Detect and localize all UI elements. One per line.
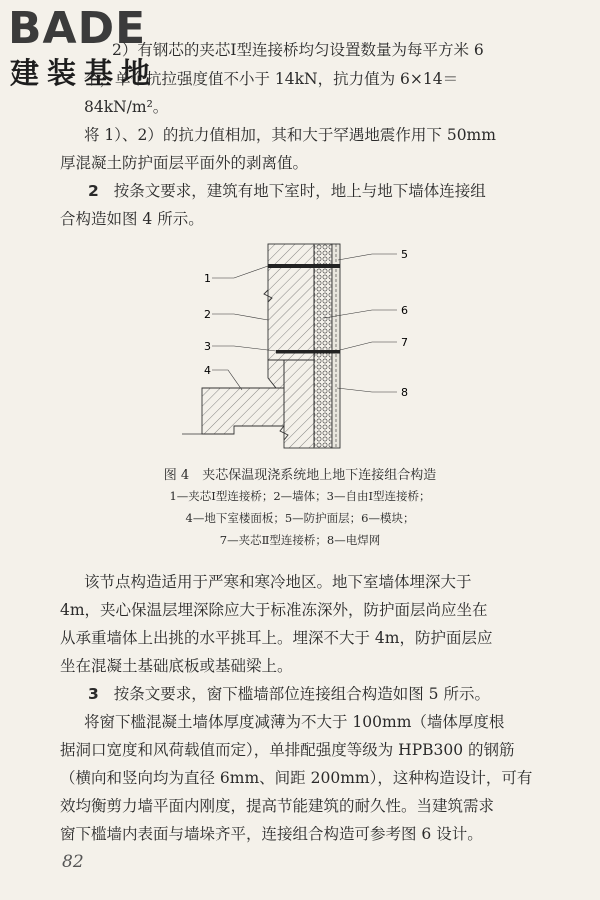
paragraph-3-line-1 xyxy=(88,179,486,203)
insulation-module xyxy=(314,244,332,448)
paragraph-4-line-4: 坐在混凝土基础底板或基础梁上。 xyxy=(60,657,293,675)
paragraph-1-line-3: 84kN/m²。 xyxy=(84,98,169,116)
leader-1 xyxy=(212,266,268,278)
paragraph-6-line-2: 据洞口宽度和风荷载值而定），单排配强度等级为 HPB300 的钢筋 xyxy=(60,741,515,759)
paragraph-6-line-5: 窗下槛墙内表面与墙垛齐平，连接组合构造可参考图 6 设计。 xyxy=(60,825,483,843)
construction-detail-figure xyxy=(172,238,442,460)
paragraph-4-line-2: 4m，夹心保温层埋深除应大于标准冻深外，防护面层尚应坐在 xyxy=(60,601,488,619)
basement-floor-slab xyxy=(202,388,284,434)
paragraph-3-line-2: 合构造如图 4 所示。 xyxy=(60,210,204,228)
leader-7 xyxy=(340,342,397,350)
upper-wall xyxy=(268,244,314,360)
callout-3: 3 xyxy=(204,340,211,353)
paragraph-5-line-1 xyxy=(88,682,490,706)
callout-7: 7 xyxy=(401,336,408,349)
clause-number: 3 xyxy=(88,685,99,703)
figure-legend-line-1: 1—夹芯Ⅰ型连接桥；2—墙体；3—自由Ⅰ型连接桥； xyxy=(169,489,431,503)
wall-outcrop xyxy=(268,360,284,388)
leader-5 xyxy=(338,254,397,260)
callout-5: 5 xyxy=(401,248,408,261)
logo-brand-text: BADE xyxy=(8,3,147,54)
paragraph-6-line-4: 效均衡剪力墙平面内刚度，提高节能建筑的耐久性。当建筑需求 xyxy=(60,797,495,815)
callout-1: 1 xyxy=(204,272,211,285)
clause-text: 按条文要求，窗下槛墙部位连接组合构造如图 5 所示。 xyxy=(113,685,490,703)
callout-2: 2 xyxy=(204,308,211,321)
figure-legend-line-2: 4—地下室楼面板；5—防护面层；6—模块； xyxy=(185,511,415,525)
clause-number: 2 xyxy=(88,182,99,200)
callout-8: 8 xyxy=(401,386,408,399)
paragraph-4-line-1: 该节点构造适用于严寒和寒冷地区。地下室墙体埋深大于 xyxy=(84,573,472,591)
figure-legend-line-3: 7—夹芯Ⅱ型连接桥；8—电焊网 xyxy=(219,533,381,547)
paragraph-1-line-2: 个，单个抗拉强度值不小于 14kN，抗力值为 6×14＝ xyxy=(84,70,459,88)
logo-subtitle: 建装基地 xyxy=(10,56,159,90)
callout-6: 6 xyxy=(401,304,408,317)
callout-4: 4 xyxy=(204,364,211,377)
clause-text: 按条文要求，建筑有地下室时，地上与地下墙体连接组 xyxy=(113,182,486,200)
paragraph-2-line-1: 将 1）、2）的抗力值相加，其和大于罕遇地震作用下 50mm xyxy=(84,126,496,144)
paragraph-4-line-3: 从承重墙体上出挑的水平挑耳上。埋深不大于 4m，防护面层应 xyxy=(60,629,493,647)
free-connector xyxy=(276,350,340,354)
paragraph-1-line-1: 2）有钢芯的夹芯Ⅰ型连接桥均匀设置数量为每平方米 6 xyxy=(112,41,484,59)
paragraph-6-line-1: 将窗下槛混凝土墙体厚度减薄为不大于 100mm（墙体厚度根 xyxy=(84,713,505,731)
sandwich-connector-top xyxy=(268,264,340,268)
paragraph-6-line-3: （横向和竖向均为直径 6mm、间距 200mm），这种构造设计，可有 xyxy=(60,769,533,787)
paragraph-2-line-2: 厚混凝土防护面层平面外的剥离值。 xyxy=(60,154,309,172)
leader-8 xyxy=(337,388,397,392)
page-number: 82 xyxy=(62,852,84,872)
leader-2 xyxy=(212,314,268,320)
figure-caption: 图 4 夹芯保温现浇系统地上地下连接组合构造 xyxy=(163,468,437,483)
leader-4 xyxy=(212,370,242,390)
leader-3 xyxy=(212,346,276,351)
